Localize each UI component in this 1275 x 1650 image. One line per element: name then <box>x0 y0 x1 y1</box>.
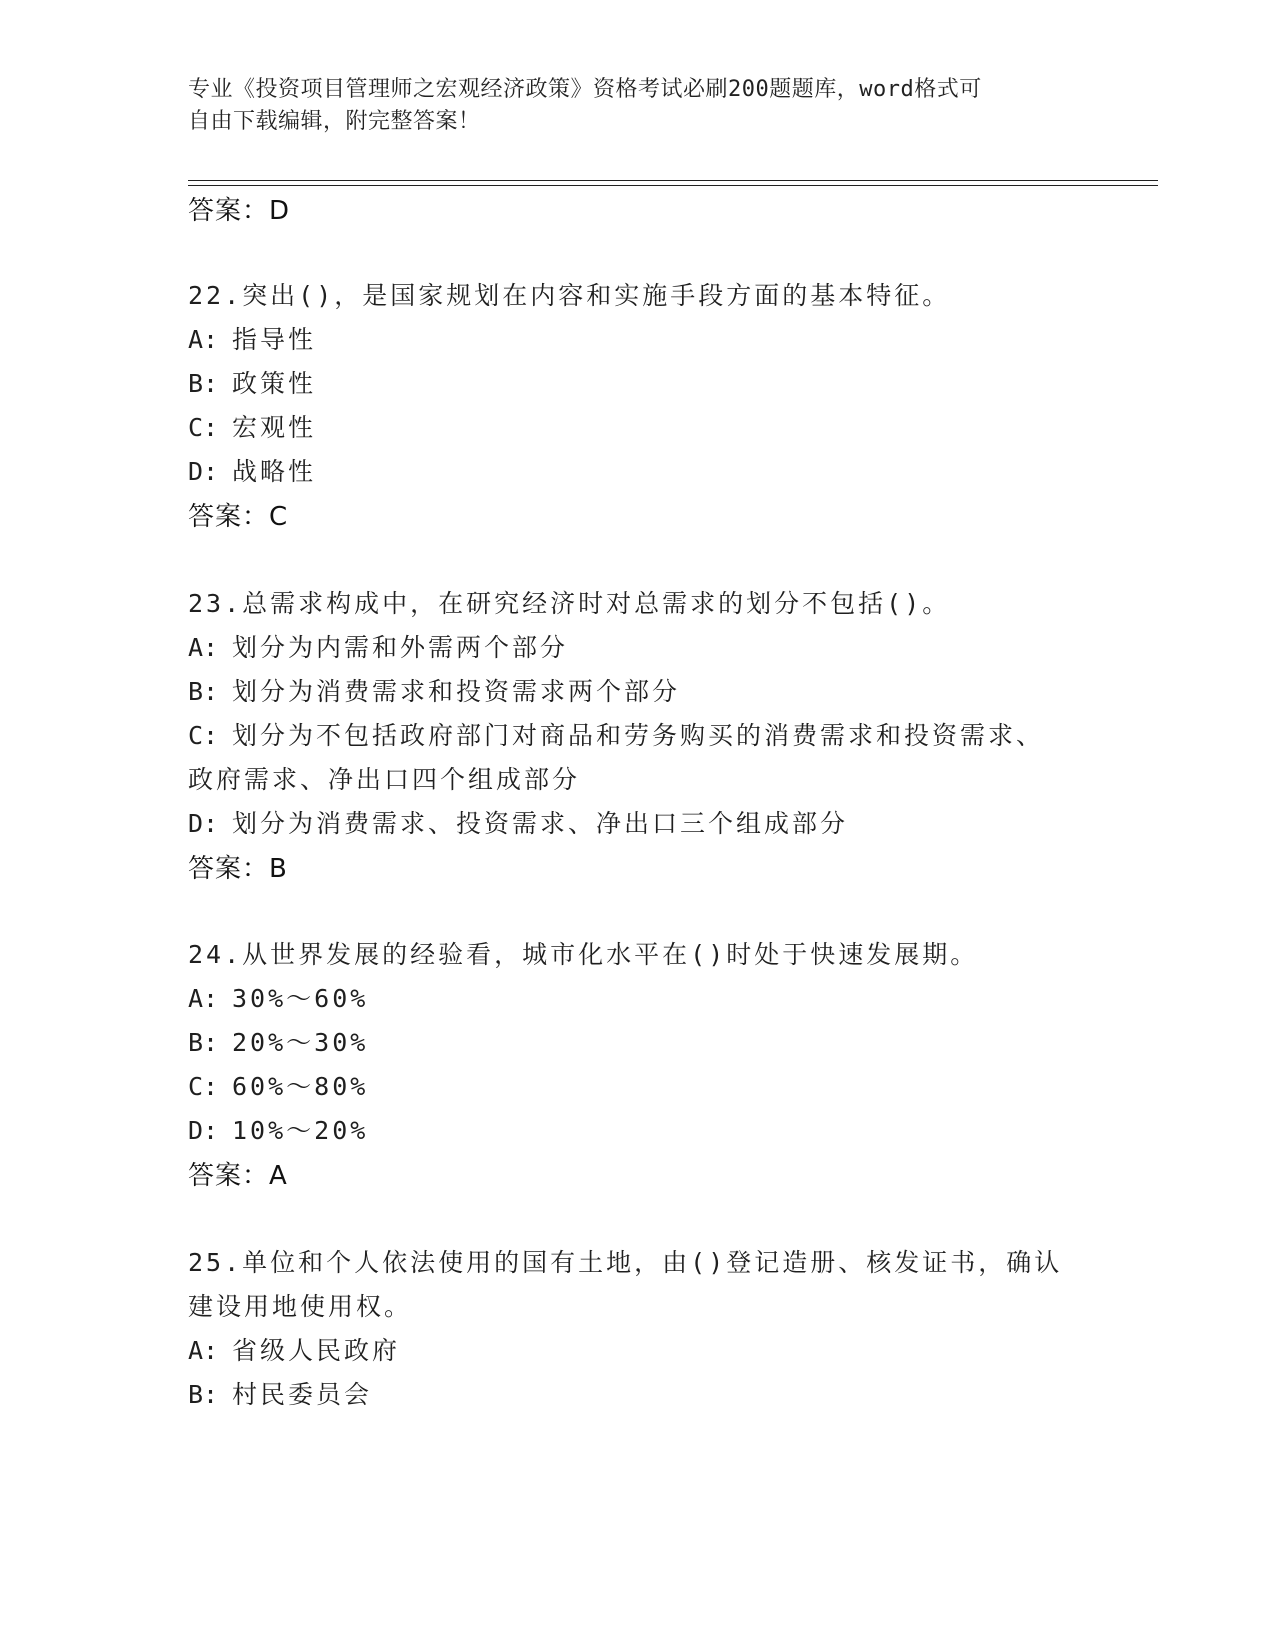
option-label: B: <box>188 677 219 706</box>
option-label: C: <box>188 721 219 750</box>
option-line <box>188 716 1044 752</box>
option-text: 10%～20% <box>232 1116 369 1145</box>
option-label: A: <box>188 984 219 1013</box>
answer-line: 答案：A <box>188 1161 288 1191</box>
option-text: 30%～60% <box>232 984 369 1013</box>
option-label: B: <box>188 369 219 398</box>
option-label: A: <box>188 325 219 354</box>
question-stem: 25.单位和个人依法使用的国有土地，由()登记造册、核发证书，确认 <box>188 1248 1063 1277</box>
option-text: 省级人民政府 <box>232 1336 401 1365</box>
option-text: 20%～30% <box>232 1028 369 1057</box>
option-line <box>188 672 680 708</box>
question-stem-continuation: 建设用地使用权。 <box>188 1292 413 1321</box>
answer-line: 答案：D <box>188 196 291 226</box>
option-line <box>188 364 316 400</box>
option-line <box>188 1111 368 1147</box>
option-line <box>188 979 368 1015</box>
question-stem: 23.总需求构成中，在研究经济时对总需求的划分不包括()。 <box>188 589 951 618</box>
option-text: 政策性 <box>232 369 317 398</box>
option-continuation: 政府需求、净出口四个组成部分 <box>188 765 581 794</box>
option-text: 划分为不包括政府部门对商品和劳务购买的消费需求和投资需求、 <box>232 721 1045 750</box>
option-line <box>188 804 848 840</box>
option-line <box>188 1375 372 1411</box>
header-rule-bottom <box>188 185 1158 186</box>
header-line-1: 专业《投资项目管理师之宏观经济政策》资格考试必刷200题题库，word格式可 <box>188 77 982 102</box>
page-header <box>188 74 1088 138</box>
answer-line: 答案：B <box>188 854 288 884</box>
option-text: 战略性 <box>232 457 317 486</box>
option-line <box>188 1067 368 1103</box>
option-line <box>188 320 316 356</box>
question-stem: 24.从世界发展的经验看，城市化水平在()时处于快速发展期。 <box>188 940 979 969</box>
header-rule-top <box>188 180 1158 181</box>
answer-line: 答案：C <box>188 502 289 532</box>
option-label: D: <box>188 457 219 486</box>
option-label: C: <box>188 1072 219 1101</box>
option-text: 划分为消费需求和投资需求两个部分 <box>232 677 681 706</box>
option-text: 指导性 <box>232 325 317 354</box>
option-text: 村民委员会 <box>232 1380 373 1409</box>
option-text: 划分为消费需求、投资需求、净出口三个组成部分 <box>232 809 849 838</box>
option-label: D: <box>188 809 219 838</box>
option-label: B: <box>188 1028 219 1057</box>
option-line <box>188 452 316 488</box>
header-line-2: 自由下载编辑，附完整答案！ <box>188 109 481 134</box>
option-text: 划分为内需和外需两个部分 <box>232 633 569 662</box>
option-line <box>188 1331 400 1367</box>
option-text: 宏观性 <box>232 413 317 442</box>
option-line <box>188 628 568 664</box>
option-label: D: <box>188 1116 219 1145</box>
question-stem: 22.突出()，是国家规划在内容和实施手段方面的基本特征。 <box>188 281 951 310</box>
option-label: A: <box>188 633 219 662</box>
option-label: A: <box>188 1336 219 1365</box>
option-line <box>188 1023 368 1059</box>
option-line <box>188 408 316 444</box>
option-label: B: <box>188 1380 219 1409</box>
option-label: C: <box>188 413 219 442</box>
option-text: 60%～80% <box>232 1072 369 1101</box>
